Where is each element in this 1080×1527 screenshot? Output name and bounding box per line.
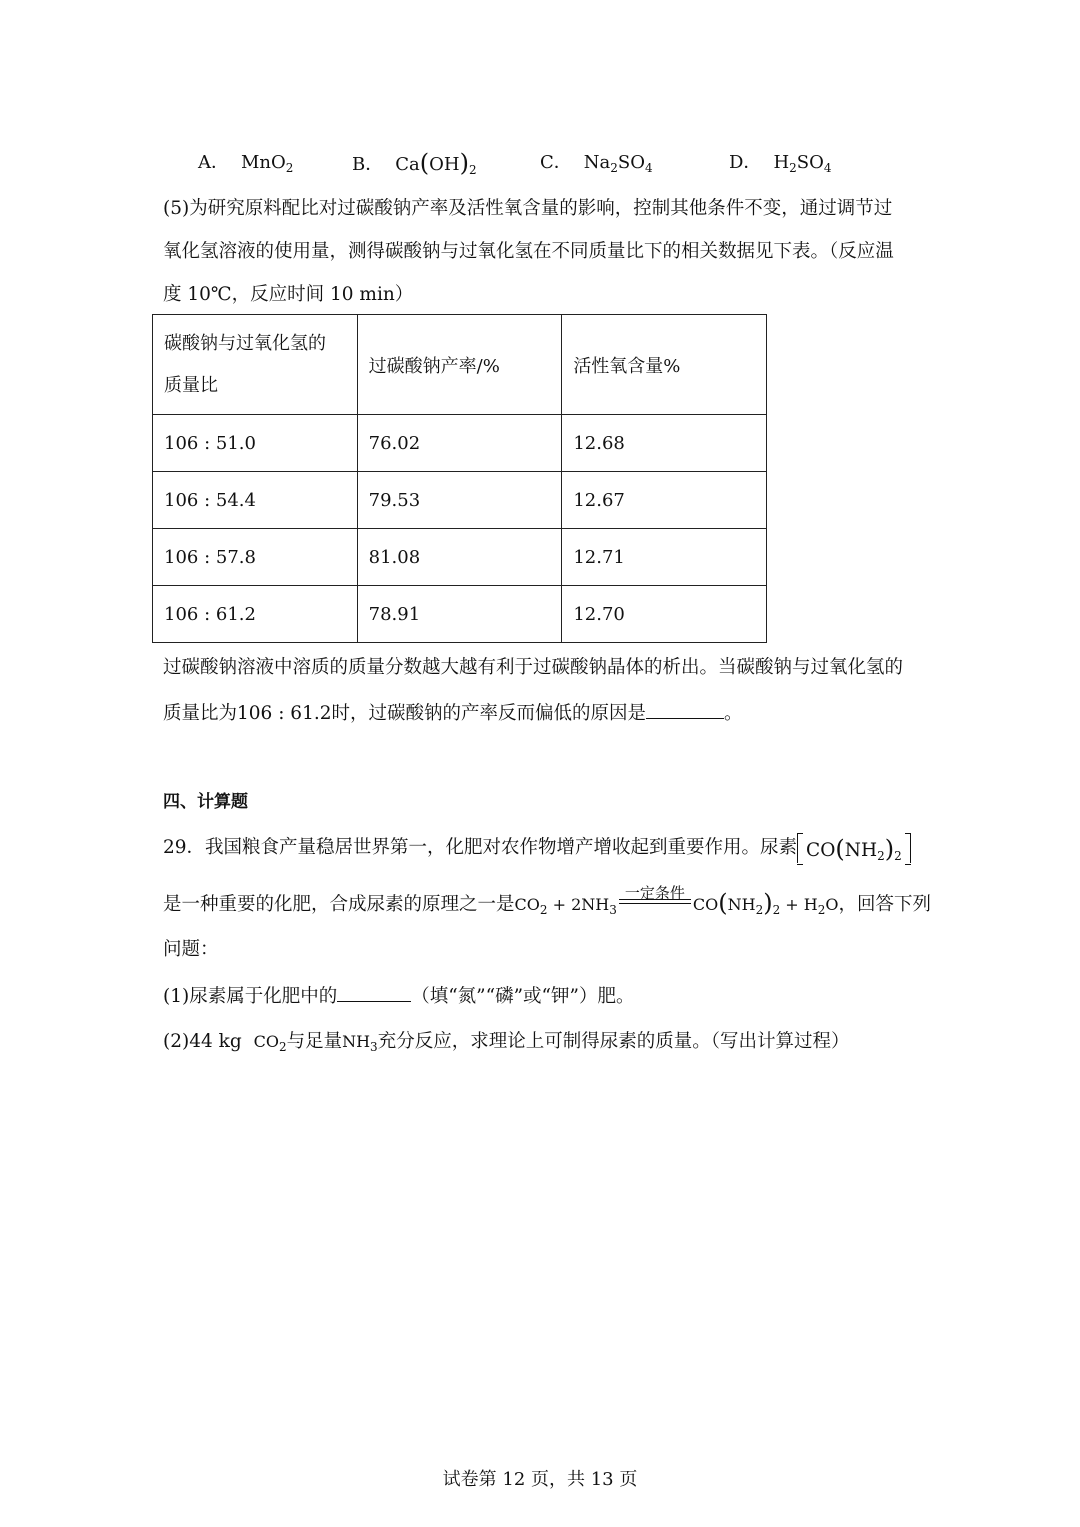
- cell-yield: 81.08: [357, 529, 562, 586]
- q29-line-3: 问题：: [163, 939, 219, 960]
- header-ratio: 碳酸钠与过氧化氢的 质量比: [153, 315, 358, 415]
- option-letter: A．: [198, 152, 229, 173]
- cell-yield: 78.91: [357, 586, 562, 643]
- cell-oxygen: 12.67: [562, 472, 767, 529]
- page-footer: 试卷第 12 页，共 13 页: [442, 1469, 638, 1490]
- q29-part-2: (2)44 kg $CO_2$与足量$NH_3$充分反应，求理论上可制得尿素的质量。（写出计算过程）: [163, 1031, 850, 1054]
- q5-line-2: 氧化氢溶液的使用量，测得碳酸钠与过氧化氢在不同质量比下的相关数据见下表。（反应温: [163, 241, 894, 262]
- table-row: [153, 586, 767, 643]
- urea-formula: $CO(NH_2)_2$: [797, 833, 911, 863]
- option-formula: $Ca(OH)_2$: [395, 149, 477, 177]
- option-letter: D．: [729, 152, 762, 173]
- q5-line-3: 度 10℃，反应时间 10 min）: [163, 284, 414, 305]
- cell-yield: 79.53: [357, 472, 562, 529]
- option-formula: $Na_2SO_4$: [583, 152, 653, 175]
- option-formula: MnO$_2$: [241, 152, 294, 175]
- option-c[interactable]: [540, 148, 653, 174]
- cell-oxygen: 12.68: [562, 415, 767, 472]
- table-row: [153, 472, 767, 529]
- data-table: [152, 314, 767, 643]
- q29-part-1: (1)尿素属于化肥中的 （填“氮”“磷”或“钾”）肥。: [163, 983, 634, 1008]
- q5-line-1: (5)为研究原料配比对过碳酸钠产率及活性氧含量的影响，控制其他条件不变，通过调节过: [163, 198, 893, 219]
- reaction-condition: 一定条件: [619, 905, 691, 910]
- after-table-line-2: 质量比为106 : 61.2时，过碳酸钠的产率反而偏低的原因是 。: [163, 700, 743, 725]
- cell-yield: 76.02: [357, 415, 562, 472]
- co2-formula: $CO_2$: [253, 1032, 287, 1054]
- option-formula: $H_2SO_4$: [773, 152, 832, 175]
- cell-oxygen: 12.71: [562, 529, 767, 586]
- table-row: [153, 529, 767, 586]
- option-d[interactable]: [729, 148, 832, 174]
- section-title: 四、计算题: [163, 792, 248, 812]
- cell-ratio: 106 : 61.2: [153, 586, 358, 643]
- cell-oxygen: 12.70: [562, 586, 767, 643]
- option-letter: B．: [352, 154, 384, 175]
- reaction-equation: $CO_2 + 2NH_3$ 一定条件 $CO(NH_2)_2 + H_2O$: [514, 884, 839, 917]
- header-yield: 过碳酸钠产率/%: [357, 315, 562, 415]
- answer-blank[interactable]: [646, 700, 724, 719]
- answer-blank[interactable]: [337, 983, 411, 1002]
- header-oxygen: 活性氧含量%: [562, 315, 767, 415]
- after-table-line-1: 过碳酸钠溶液中溶质的质量分数越大越有利于过碳酸钠晶体的析出。当碳酸钠与过氧化氢的: [163, 657, 904, 678]
- option-letter: C．: [540, 152, 572, 173]
- table-header-row: [153, 315, 767, 415]
- option-a[interactable]: [198, 148, 293, 174]
- nh3-formula: $NH_3$: [342, 1032, 378, 1054]
- q29-line-1: 29．我国粮食产量稳居世界第一，化肥对农作物增产增收起到重要作用。尿素 $CO(NH_2)_2$: [163, 833, 911, 863]
- cell-ratio: 106 : 54.4: [153, 472, 358, 529]
- cell-ratio: 106 : 57.8: [153, 529, 358, 586]
- table-row: [153, 415, 767, 472]
- q29-line-2: 是一种重要的化肥，合成尿素的原理之一是$CO_2 + 2NH_3$ 一定条件 $CO(NH_2)_2 + H_2O$，回答下列: [163, 884, 932, 917]
- option-b[interactable]: [352, 148, 477, 176]
- cell-ratio: 106 : 51.0: [153, 415, 358, 472]
